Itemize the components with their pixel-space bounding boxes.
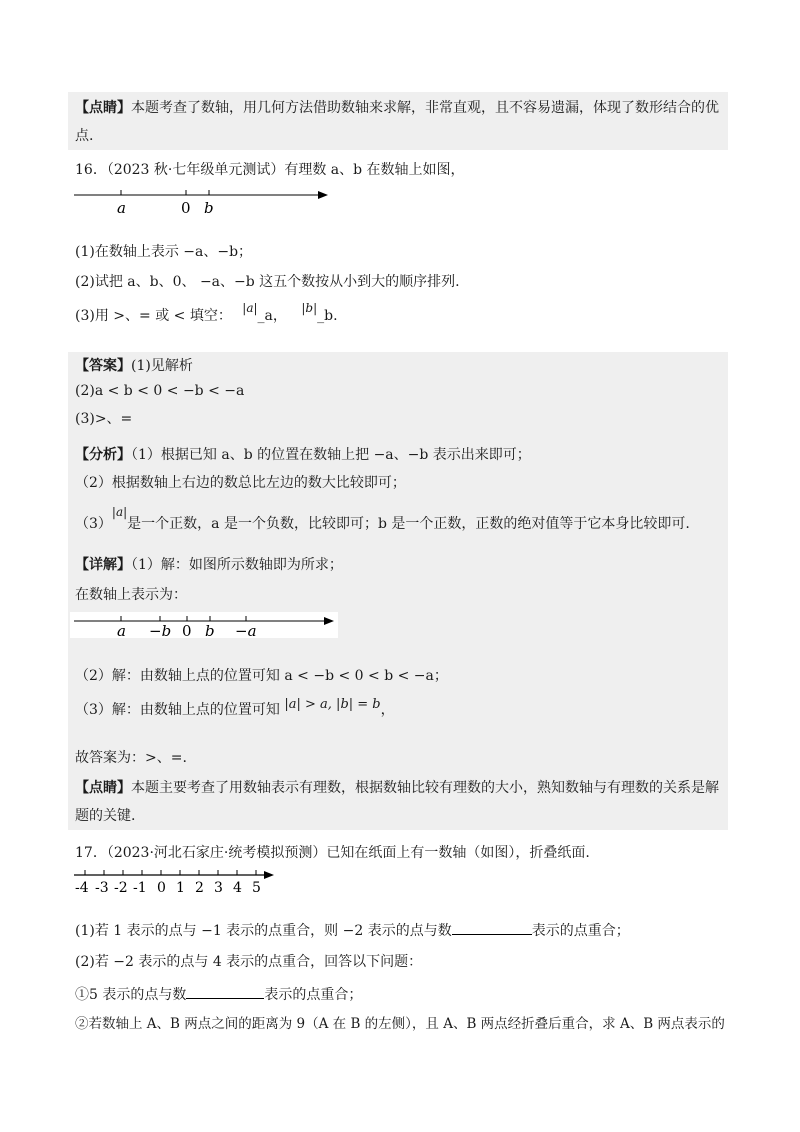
detail-tag: 【详解】 xyxy=(75,557,131,573)
q17-label-neg4: -4 xyxy=(75,880,89,896)
q17-part1-a: (1)若 1 表示的点与 −1 表示的点重合，则 −2 表示的点与数 xyxy=(75,923,452,939)
detail-4 xyxy=(75,697,395,721)
detail-1: （1）解：如图所示数轴即为所求； xyxy=(131,557,343,573)
detail-2: 在数轴上表示为： xyxy=(75,587,187,603)
detail-line1 xyxy=(75,555,343,575)
q17-label-4: 4 xyxy=(233,880,242,896)
answer-tag: 【答案】 xyxy=(75,358,131,374)
q17-label-2: 2 xyxy=(195,880,204,896)
dianjing-2-line1 xyxy=(75,778,719,798)
analysis-2: （2）根据数轴上右边的数总比左边的数大比较即可； xyxy=(75,475,406,491)
detail-axis-label-0: 0 xyxy=(182,622,192,638)
analysis-3-text: 是一个正数，a 是一个负数，比较即可；b 是一个正数，正数的绝对值等于它本身比较即可. xyxy=(127,516,690,532)
q17-label-3: 3 xyxy=(214,880,223,896)
q17-part1 xyxy=(75,920,630,941)
q17-number-line xyxy=(70,866,290,896)
analysis-3-abs: |a| xyxy=(111,505,128,519)
q16-header: 16．（2023 秋·七年级单元测试）有理数 a、b 在数轴上如图， xyxy=(75,162,465,178)
q17-label-0: 0 xyxy=(157,880,166,896)
q16-abs-a: |a| xyxy=(242,301,258,315)
q16-blank-b: _b. xyxy=(317,308,338,324)
q16-axis-label-0: 0 xyxy=(181,199,191,216)
dianjing-2-tag: 【点睛】 xyxy=(75,780,131,796)
q17-label-neg2: -2 xyxy=(114,880,128,896)
detail-axis-label-b: b xyxy=(205,622,215,638)
dianjing-2-text: 本题主要考查了用数轴表示有理数，根据数轴比较有理数的大小，熟知数轴与有理数的关系是解 xyxy=(131,780,719,796)
answer-line1 xyxy=(75,356,193,376)
detail-axis-label-neg-b: −b xyxy=(149,622,172,638)
q17-label-neg1: -1 xyxy=(133,880,147,896)
q17-label-1: 1 xyxy=(176,880,185,896)
q17-label-neg3: -3 xyxy=(95,880,109,896)
answer-2: (2)a < b < 0 < −b < −a xyxy=(75,383,245,399)
q16-number-line xyxy=(70,186,340,216)
analysis-line1 xyxy=(75,445,531,465)
q17-part1-b: 表示的点重合； xyxy=(531,923,630,939)
dianjing-1-tag: 【点睛】 xyxy=(75,100,131,116)
q16-abs-b: |b| xyxy=(301,301,318,315)
detail-number-line xyxy=(70,612,338,638)
q17-sub1-b: 表示的点重合； xyxy=(264,987,363,1003)
analysis-3 xyxy=(75,505,690,534)
q17-sub2: ②若数轴上 A、B 两点之间的距离为 9（A 在 B 的左侧），且 A、B 两点经折叠后重合，求 A、B 两点表示的 xyxy=(75,1016,725,1032)
q17-header: 17．（2023·河北石家庄·统考模拟预测）已知在纸面上有一数轴（如图），折叠纸面. xyxy=(75,845,590,861)
detail-5: 故答案为：>、=. xyxy=(75,750,187,766)
q16-blank-a: _a， xyxy=(257,308,287,324)
dianjing-2-line2: 题的关键. xyxy=(75,808,136,824)
detail-axis-label-neg-a: −a xyxy=(235,622,257,638)
analysis-3-prefix: （3） xyxy=(75,516,112,532)
answer-3: (3)>、= xyxy=(75,411,133,427)
q17-part2: (2)若 −2 表示的点与 4 表示的点重合，回答以下问题： xyxy=(75,954,423,970)
detail-4-math: |a| > a, |b| = b xyxy=(284,697,381,712)
q16-part1: (1)在数轴上表示 −a、−b； xyxy=(75,244,253,260)
dianjing-1-text: 本题考查了数轴，用几何方法借助数轴来求解，非常直观，且不容易遗漏，体现了数形结合的优 xyxy=(131,100,719,116)
detail-4-prefix: （3）解：由数轴上点的位置可知 xyxy=(75,702,280,718)
detail-4-suffix: ， xyxy=(380,702,395,718)
q17-label-5: 5 xyxy=(252,880,261,896)
q17-blank-2[interactable] xyxy=(186,984,264,999)
q16-part3-prefix: (3)用 >、= 或 < 填空： xyxy=(75,308,232,324)
q17-sub1 xyxy=(75,984,362,1005)
detail-axis-label-a: a xyxy=(117,622,126,638)
q17-ticks xyxy=(85,870,256,875)
q16-axis-label-a: a xyxy=(117,199,126,216)
q17-blank-1[interactable] xyxy=(452,920,532,935)
analysis-tag: 【分析】 xyxy=(75,447,131,463)
q16-part3 xyxy=(75,301,338,326)
dianjing-1-line1 xyxy=(75,98,719,118)
q17-sub1-a: ①5 表示的点与数 xyxy=(75,987,187,1003)
q16-part2: (2)试把 a、b、0、 −a、−b 这五个数按从小到大的顺序排列. xyxy=(75,274,460,290)
dianjing-1-line2: 点. xyxy=(75,128,94,144)
analysis-1: （1）根据已知 a、b 的位置在数轴上把 −a、−b 表示出来即可； xyxy=(131,447,531,463)
answer-1: (1)见解析 xyxy=(131,358,193,374)
detail-3: （2）解：由数轴上点的位置可知 a < −b < 0 < b < −a； xyxy=(75,668,448,684)
q16-axis-label-b: b xyxy=(204,199,214,216)
